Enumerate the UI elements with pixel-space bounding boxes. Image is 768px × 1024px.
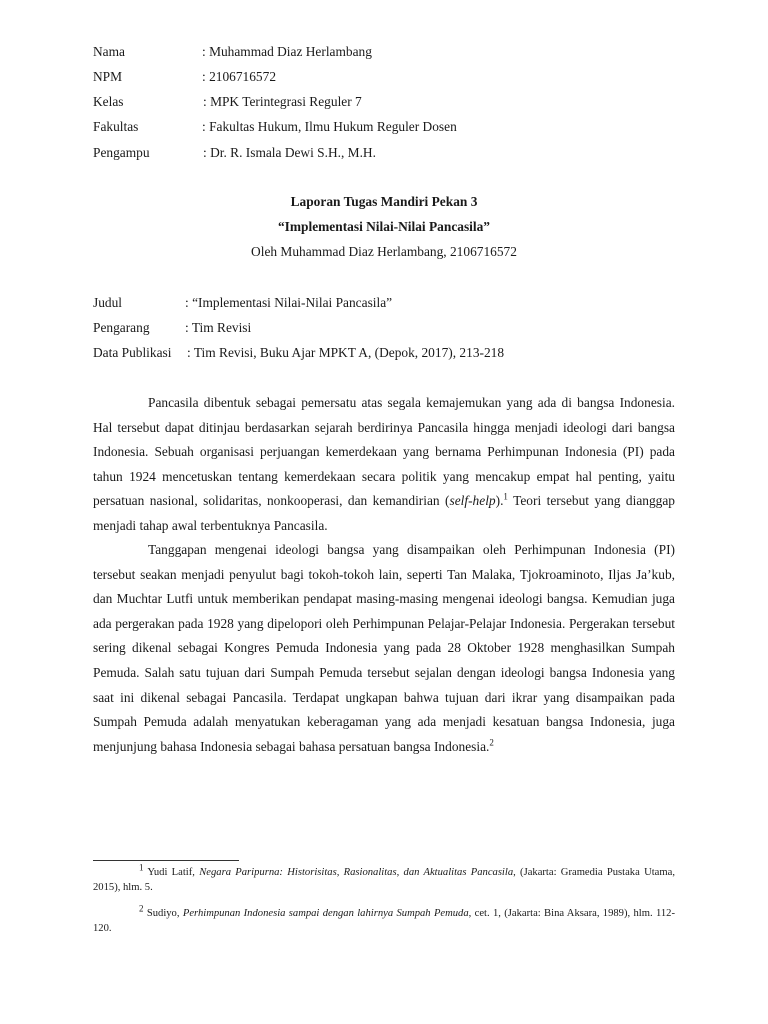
paragraph-1 [93, 391, 675, 538]
body-text [93, 391, 675, 759]
report-subtitle: “Implementasi Nilai-Nilai Pancasila” [277, 219, 490, 234]
paragraph-1-text: Pancasila dibentuk sebagai pemersatu atas segala kemajemukan yang ada di bangsa Indonesia. Hal tersebut dapat ditinjau berdasarkan sejarah berdirinya Pancasila hingga menjadi ideologi dari bangsa Indonesia. Sebuah organisasi perjuangan kemerdekaan yang bernama Perhimpunan Indonesia (PI) pada tahun 1924 mencetuskan tentang kemerdekaan secara politik yang mencakup empat hal penting, yaitu persatuan nasional, solidaritas, nonkooperasi, dan kemandirian ( [93, 395, 675, 509]
footnote-1-publisher: , (Jakarta: Gramedia Pustaka Utama, 2015), hlm. 5. [93, 867, 675, 893]
header-value-kelas: : MPK Terintegrasi Reguler 7 [203, 94, 362, 109]
header-label-pengampu: Pengampu [93, 145, 150, 160]
footnote-separator [93, 860, 239, 861]
source-label-pengarang: Pengarang [93, 320, 150, 335]
header-value-fakultas: : Fakultas Hukum, Ilmu Hukum Reguler Dosen [202, 119, 457, 134]
footnote-2-text: Sudiyo, [143, 908, 183, 919]
header-label-kelas: Kelas [93, 94, 124, 109]
footnote-2 [93, 903, 675, 936]
footnote-1-title: Negara Paripurna: Historisitas, Rasionalitas, dan Aktualitas Pancasila [199, 867, 514, 878]
paragraph-1-italic: self-help [449, 493, 496, 509]
source-value-pengarang: : Tim Revisi [185, 320, 252, 335]
footnote-2-number: 2 [139, 903, 144, 914]
report-title: Laporan Tugas Mandiri Pekan 3 [290, 194, 478, 209]
paragraph-1-rest: Teori tersebut yang dianggap menjadi tahap awal terbentuknya Pancasila. [93, 493, 675, 533]
source-label-publikasi: Data Publikasi [93, 345, 172, 360]
header-value-nama: : Muhammad Diaz Herlambang [202, 44, 372, 59]
header-label-npm: NPM [93, 69, 123, 84]
header-value-pengampu: : Dr. R. Ismala Dewi S.H., M.H. [203, 145, 376, 160]
source-value-publikasi: : Tim Revisi, Buku Ajar MPKT A, (Depok, 2017), 213-218 [187, 345, 505, 360]
footnote-ref-2[interactable]: 2 [489, 737, 494, 748]
header-label-fakultas: Fakultas [93, 119, 139, 134]
paragraph-1-punct: ). [495, 493, 504, 509]
paragraph-2 [93, 538, 675, 759]
report-byline: Oleh Muhammad Diaz Herlambang, 2106716572 [251, 244, 517, 259]
header-value-npm: : 2106716572 [202, 69, 277, 84]
footnote-1 [93, 862, 675, 895]
footnote-1-number: 1 [139, 862, 144, 873]
footnote-ref-1[interactable]: 1 [503, 491, 508, 502]
footnote-2-title: Perhimpunan Indonesia sampai dengan lahirnya Sumpah Pemuda [182, 908, 469, 919]
header-label-nama: Nama [93, 44, 125, 59]
paragraph-2-text: Tanggapan mengenai ideologi bangsa yang disampaikan oleh Perhimpunan Indonesia (PI) tersebut seakan menjadi penyulut bagi tokoh-tokoh lain, seperti Tan Malaka, Tjokroaminoto, Iljas Ja’kub, dan Muchtar Lutfi untuk memberikan pendapat masing-masing mengenai ideologi bangsa. Kemudian juga ada pergerakan pada 1928 yang dipelopori oleh Perhimpunan Pelajar-Pelajar Indonesia. Pergerakan tersebut sering dikenal sebagai Kongres Pemuda Indonesia yang pada 28 Oktober 1928 menghasilkan Sumpah Pemuda. Salah satu tujuan dari Sumpah Pemuda tersebut sejalan dengan ideologi bangsa Indonesia yang saat ini dikenal sebagai Pancasila. Terdapat ungkapan bahwa tujuan dari ikrar yang disampaikan pada Sumpah Pemuda adalah menyatukan keberagaman yang ada menjadi kesatuan bangsa Indonesia, juga menjunjung bahasa Indonesia sebagai bahasa persatuan bangsa Indonesia. [93, 542, 675, 754]
footnote-2-publisher: , cet. 1, (Jakarta: Bina Aksara, 1989), hlm. 112-120. [93, 908, 675, 934]
source-value-judul: : “Implementasi Nilai-Nilai Pancasila” [185, 295, 393, 310]
footnote-1-text: Yudi Latif, [143, 867, 200, 878]
source-label-judul: Judul [93, 295, 123, 310]
